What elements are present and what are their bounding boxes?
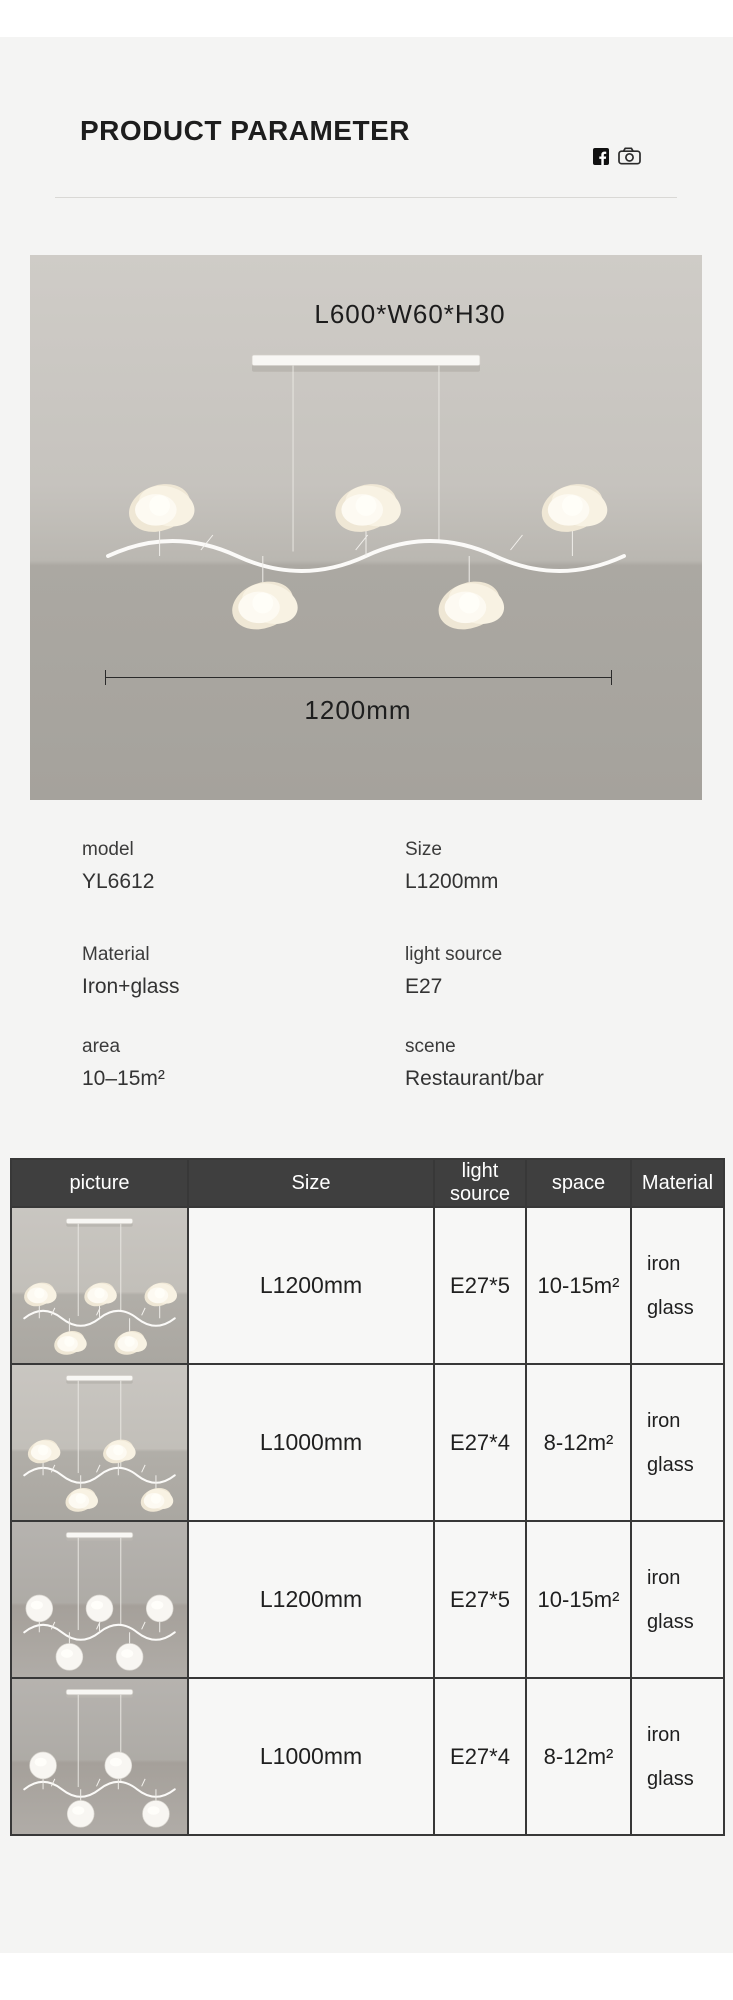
page-title: PRODUCT PARAMETER — [80, 115, 410, 146]
spec-area — [82, 1035, 405, 1092]
camera-icon[interactable] — [618, 147, 641, 170]
spec-scene — [405, 1035, 642, 1092]
col-header-picture: picture — [11, 1159, 188, 1207]
cell-material: iron glass — [631, 1521, 724, 1678]
product-thumbnail — [12, 1679, 187, 1834]
cell-size: L1000mm — [188, 1678, 434, 1835]
dimension-line — [105, 677, 612, 678]
spec-label: model — [82, 839, 134, 860]
hero-length-label: 1200mm — [304, 695, 412, 725]
hero-size-label: L600*W60*H30 — [314, 299, 506, 329]
cell-space: 8-12m² — [526, 1678, 631, 1835]
cell-space: 10-15m² — [526, 1521, 631, 1678]
social-icons — [593, 147, 641, 170]
cell-light-source: E27*5 — [434, 1521, 526, 1678]
cell-material: iron glass — [631, 1678, 724, 1835]
table-row — [11, 1207, 724, 1364]
spec-value: Restaurant/bar — [405, 1067, 544, 1090]
cell-size: L1200mm — [188, 1521, 434, 1678]
spec-label: area — [82, 1036, 121, 1057]
spec-material — [82, 943, 405, 1035]
pendant-lamp-illustration — [66, 340, 666, 640]
product-parameter-section — [0, 37, 733, 1953]
col-header-material: Material — [631, 1159, 724, 1207]
product-thumbnail — [12, 1208, 187, 1363]
spec-label: Material — [82, 944, 150, 965]
spec-value: Iron+glass — [82, 975, 180, 998]
table-row — [11, 1521, 724, 1678]
spec-size — [405, 838, 642, 943]
spec-label: scene — [405, 1036, 456, 1057]
product-thumbnail — [12, 1365, 187, 1520]
cell-picture — [11, 1364, 188, 1521]
product-thumbnail — [12, 1522, 187, 1677]
spec-value: 10–15m² — [82, 1067, 165, 1090]
divider — [55, 197, 677, 198]
specs-grid — [82, 838, 642, 1092]
spec-label: light source — [405, 944, 503, 965]
cell-space: 10-15m² — [526, 1207, 631, 1364]
cell-light-source: E27*4 — [434, 1364, 526, 1521]
col-header-light-source: light source — [434, 1159, 526, 1207]
cell-space: 8-12m² — [526, 1364, 631, 1521]
cell-material: iron glass — [631, 1364, 724, 1521]
col-header-size: Size — [188, 1159, 434, 1207]
table-row — [11, 1364, 724, 1521]
cell-material: iron glass — [631, 1207, 724, 1364]
spec-table — [10, 1158, 725, 1836]
spec-value: E27 — [405, 975, 443, 998]
spec-label: Size — [405, 839, 442, 860]
table-header-row — [11, 1159, 724, 1207]
cell-size: L1200mm — [188, 1207, 434, 1364]
spec-light-source — [405, 943, 642, 1035]
table-row — [11, 1678, 724, 1835]
spec-model — [82, 838, 405, 943]
col-header-space: space — [526, 1159, 631, 1207]
spec-value: L1200mm — [405, 870, 499, 893]
spec-value: YL6612 — [82, 870, 155, 893]
cell-size: L1000mm — [188, 1364, 434, 1521]
cell-light-source: E27*4 — [434, 1678, 526, 1835]
cell-picture — [11, 1207, 188, 1364]
cell-light-source: E27*5 — [434, 1207, 526, 1364]
cell-picture — [11, 1678, 188, 1835]
facebook-icon[interactable] — [593, 148, 609, 170]
cell-picture — [11, 1521, 188, 1678]
product-photo — [30, 255, 702, 800]
